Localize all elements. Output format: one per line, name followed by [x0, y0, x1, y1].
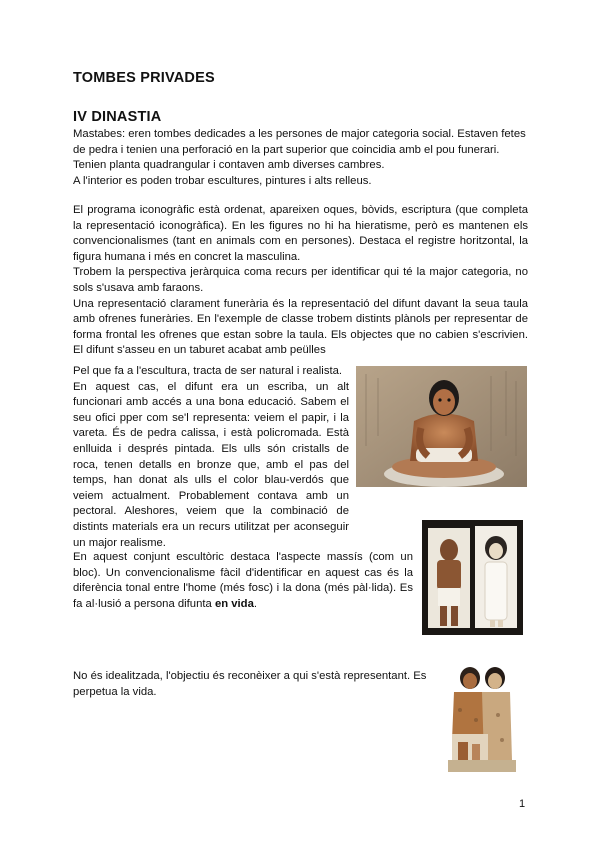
sculpture-block: [73, 364, 349, 551]
ideal-paragraph: No és idealitzada, l'objectiu és reconèixer a qui s'està representant. Es perpetua la vida.: [73, 670, 427, 698]
family-statue-image: [440, 660, 523, 779]
sculpture-intro-line: Pel que fa a l'escultura, tracta de ser natural i realista.: [73, 365, 343, 377]
program-paragraph-2: Trobem la perspectiva jeràrquica coma recurs per identificar qui té la major categoria, no sols s'usava amb faraons.: [73, 266, 528, 294]
section-heading: IV DINASTIA: [73, 109, 162, 125]
group-block: [73, 550, 413, 612]
intro-paragraph-2: A l'interior es poden trobar escultures, pintures i alts relleus.: [73, 174, 372, 187]
intro-paragraph: Mastabes: eren tombes dedicades a les persones de major categoria social. Estaven fetes de pedra i tenien una perforació en la part superior que coincidia amb el pou funerari. Tenien planta quadrangular i contaven amb diverses cambres.: [73, 128, 526, 172]
couple-statue-image: [422, 520, 523, 635]
emphasis-text: en vida: [214, 597, 254, 610]
page-title: TOMBES PRIVADES: [73, 70, 215, 86]
group-paragraph: En aquest conjunt escultòric destaca l'aspecte massís (com un bloc). Un convencionalisme fàcil d'identificar en aquest cas és la diferència tonal entre l'home (més fosc) i la dona (més pàl·lida). Es fa al·lusió a persona difunta: [73, 551, 413, 610]
page-number: 1: [519, 798, 526, 810]
program-paragraph-1: El programa iconogràfic està ordenat, apareixen oques, bòvids, escriptura (que completa la representació iconogràfica). En les figures no hi ha hieratisme, però es mantenen els convencionalismes (tant en animals com en persones). Destaca el registre horitzontal, la figura humana i més en concret la masculina.: [73, 204, 528, 263]
sculpture-paragraph: En aquest cas, el difunt era un escriba, un alt funcionari amb accés a una bona educació. Sabem el seu ofici pper com se'l representa: veiem el papir, i la vareta. És de pedra calissa, i està policromada. Està enlluida i després pintada. Els ulls són cristalls de roca, tenen detalls en bronze que, amb el pas del temps, han donat als ulls el color blau-verdós que veiem actualment. Probablement contava amb un pectoral. Aleshores, veiem que la combinació de distints materials era un recurs utilitzat per aconseguir un major realisme.: [73, 380, 349, 549]
ideal-block: [73, 669, 433, 700]
program-block: [73, 203, 528, 359]
intro-block: [73, 127, 528, 189]
seated-scribe-image: [356, 366, 527, 487]
group-paragraph-end: .: [253, 597, 258, 610]
program-paragraph-3: Una representació clarament funerària és la representació del difunt davant la seua taula amb ofrenes funeràries. En l'exemple de classe trobem distints plànols per representar de forma frontal les ofrenes que estan sobre la taula. Els objectes que no cabien s'escrivien. El difunt s'asseu en un taburet acabat amb peülles: [73, 297, 528, 357]
